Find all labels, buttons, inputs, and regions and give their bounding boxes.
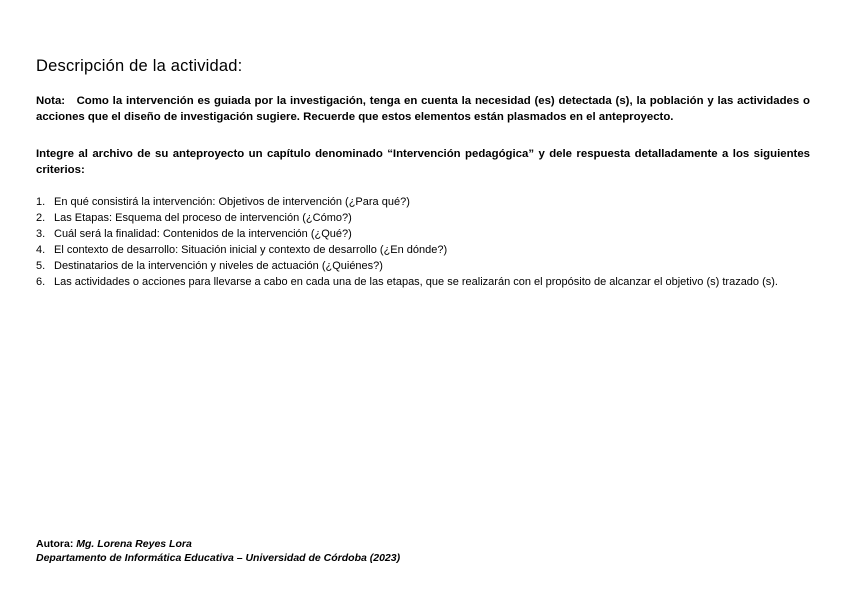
list-item-text: Destinatarios de la intervención y niveles de actuación (¿Quiénes?) [54, 260, 383, 272]
list-item [36, 274, 810, 290]
criteria-list [36, 194, 810, 290]
list-item-number: 4. [36, 244, 46, 256]
nota-label: Nota: [36, 95, 66, 107]
list-item-number: 1. [36, 196, 46, 208]
list-item-text: Las Etapas: Esquema del proceso de intervención (¿Cómo?) [54, 212, 352, 224]
author-label: Autora: [36, 538, 74, 550]
instruction-paragraph: Integre al archivo de su anteproyecto un capítulo denominado “Intervención pedagógica” y dele respuesta detalladamente a los siguientes criterios: [36, 148, 810, 176]
list-item-text: En qué consistirá la intervención: Objetivos de intervención (¿Para qué?) [54, 196, 410, 208]
list-item-number: 2. [36, 212, 46, 224]
list-item [36, 226, 810, 242]
list-item-text: El contexto de desarrollo: Situación inicial y contexto de desarrollo (¿En dónde?) [54, 244, 448, 256]
list-item-text: Cuál será la finalidad: Contenidos de la intervención (¿Qué?) [54, 228, 352, 240]
list-item [36, 210, 810, 226]
list-item-number: 5. [36, 260, 46, 272]
footer-credits [36, 537, 400, 565]
nota-paragraph [36, 93, 810, 125]
page-title: Descripción de la actividad: [36, 57, 243, 75]
list-item-number: 3. [36, 228, 46, 240]
list-item-text: Las actividades o acciones para llevarse a cabo en cada una de las etapas, que se realizarán con el propósito de alcanzar el objetivo (s) trazado (s). [54, 276, 778, 288]
author-name: Mg. Lorena Reyes Lora [76, 538, 192, 550]
list-item [36, 258, 810, 274]
list-item-number: 6. [36, 276, 46, 288]
nota-text: Como la intervención es guiada por la investigación, tenga en cuenta la necesidad (es) detectada (s), la población y las actividades o acciones que el diseño de investigación sugiere. Recuerde que estos elementos están plasmados en el anteproyecto. [36, 95, 810, 123]
author-line [36, 537, 400, 551]
list-item [36, 194, 810, 210]
department-line: Departamento de Informática Educativa – Universidad de Córdoba (2023) [36, 552, 401, 564]
list-item [36, 242, 810, 258]
